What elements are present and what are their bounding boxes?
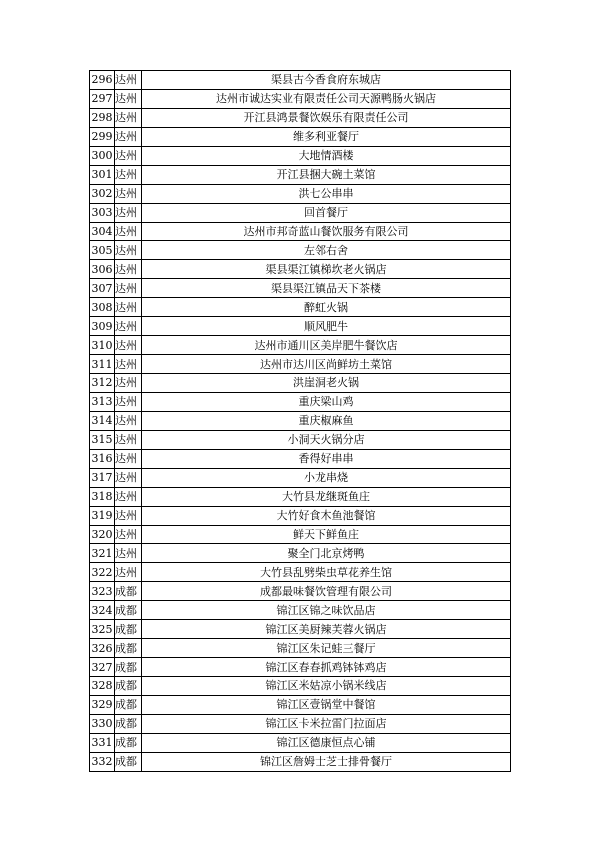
row-name: 大地情酒楼 [142, 146, 511, 165]
row-name: 重庆椒麻鱼 [142, 411, 511, 430]
row-number: 331 [90, 733, 115, 752]
table-row [90, 601, 511, 620]
row-city: 达州 [115, 506, 142, 525]
table-row [90, 411, 511, 430]
table-row [90, 468, 511, 487]
table-row [90, 336, 511, 355]
row-number: 322 [90, 563, 115, 582]
row-number: 330 [90, 714, 115, 733]
table-row [90, 165, 511, 184]
row-number: 326 [90, 639, 115, 658]
row-name: 左邻右舍 [142, 241, 511, 260]
row-number: 311 [90, 355, 115, 374]
row-name: 达州市邦奇蓝山餐饮服务有限公司 [142, 222, 511, 241]
table-row [90, 203, 511, 222]
row-name: 洪七公串串 [142, 184, 511, 203]
row-city: 达州 [115, 468, 142, 487]
table-row [90, 127, 511, 146]
row-city: 达州 [115, 279, 142, 298]
row-name: 洪崖洞老火锅 [142, 374, 511, 393]
row-number: 317 [90, 468, 115, 487]
row-number: 324 [90, 601, 115, 620]
table-row [90, 639, 511, 658]
table-row [90, 279, 511, 298]
row-name: 聚全门北京烤鸭 [142, 544, 511, 563]
row-city: 成都 [115, 658, 142, 677]
row-name: 锦江区美厨辣芙蓉火锅店 [142, 620, 511, 639]
row-name: 顺风肥牛 [142, 317, 511, 336]
row-name: 开江县鸿景餐饮娱乐有限责任公司 [142, 108, 511, 127]
row-name: 锦江区卡米拉雷门拉面店 [142, 714, 511, 733]
row-name: 渠县渠江镇梯坎老火锅店 [142, 260, 511, 279]
row-name: 醉虹火锅 [142, 298, 511, 317]
table-row [90, 544, 511, 563]
row-number: 323 [90, 582, 115, 601]
row-number: 305 [90, 241, 115, 260]
row-city: 达州 [115, 146, 142, 165]
row-number: 310 [90, 336, 115, 355]
row-name: 达州市达川区尚鲜坊土菜馆 [142, 355, 511, 374]
row-number: 298 [90, 108, 115, 127]
table-row [90, 620, 511, 639]
row-name: 渠县渠江镇品天下茶楼 [142, 279, 511, 298]
row-name: 小龙串烧 [142, 468, 511, 487]
table-body [90, 71, 511, 772]
row-city: 达州 [115, 317, 142, 336]
table-row [90, 449, 511, 468]
table-row [90, 184, 511, 203]
row-name: 锦江区德康恒点心铺 [142, 733, 511, 752]
table-row [90, 108, 511, 127]
row-number: 296 [90, 71, 115, 90]
table-row [90, 392, 511, 411]
row-city: 成都 [115, 620, 142, 639]
table-row [90, 582, 511, 601]
row-city: 达州 [115, 563, 142, 582]
row-number: 309 [90, 317, 115, 336]
table-row [90, 298, 511, 317]
row-city: 达州 [115, 392, 142, 411]
table-row [90, 71, 511, 90]
row-city: 达州 [115, 165, 142, 184]
row-city: 达州 [115, 241, 142, 260]
row-city: 成都 [115, 582, 142, 601]
row-name: 小洞天火锅分店 [142, 430, 511, 449]
row-name: 达州市通川区美岸肥牛餐饮店 [142, 336, 511, 355]
row-number: 312 [90, 374, 115, 393]
row-number: 320 [90, 525, 115, 544]
row-city: 成都 [115, 733, 142, 752]
table-row [90, 260, 511, 279]
row-city: 达州 [115, 544, 142, 563]
row-name: 重庆梁山鸡 [142, 392, 511, 411]
table-row [90, 146, 511, 165]
row-number: 318 [90, 487, 115, 506]
table-row [90, 487, 511, 506]
table-row [90, 317, 511, 336]
row-name: 维多利亚餐厅 [142, 127, 511, 146]
row-number: 297 [90, 89, 115, 108]
table-row [90, 714, 511, 733]
row-name: 锦江区春春抓鸡钵钵鸡店 [142, 658, 511, 677]
row-city: 成都 [115, 601, 142, 620]
row-name: 渠县古今香食府东城店 [142, 71, 511, 90]
table-row [90, 222, 511, 241]
row-city: 达州 [115, 71, 142, 90]
row-number: 300 [90, 146, 115, 165]
row-number: 319 [90, 506, 115, 525]
row-city: 达州 [115, 374, 142, 393]
row-number: 329 [90, 695, 115, 714]
row-number: 316 [90, 449, 115, 468]
row-name: 香得好串串 [142, 449, 511, 468]
row-name: 锦江区詹姆士芝士排骨餐厅 [142, 752, 511, 771]
row-name: 大竹好食木鱼池餐馆 [142, 506, 511, 525]
row-number: 328 [90, 677, 115, 696]
row-number: 313 [90, 392, 115, 411]
row-name: 锦江区壹锅堂中餐馆 [142, 695, 511, 714]
row-number: 304 [90, 222, 115, 241]
table-row [90, 241, 511, 260]
row-number: 308 [90, 298, 115, 317]
row-city: 达州 [115, 449, 142, 468]
row-number: 314 [90, 411, 115, 430]
row-name: 回首餐厅 [142, 203, 511, 222]
row-city: 达州 [115, 411, 142, 430]
table-row [90, 733, 511, 752]
table-row [90, 752, 511, 771]
row-number: 306 [90, 260, 115, 279]
row-number: 302 [90, 184, 115, 203]
row-number: 301 [90, 165, 115, 184]
table-row [90, 525, 511, 544]
table-row [90, 506, 511, 525]
row-name: 锦江区朱记蛙三餐厅 [142, 639, 511, 658]
row-number: 325 [90, 620, 115, 639]
row-number: 332 [90, 752, 115, 771]
row-city: 成都 [115, 714, 142, 733]
row-city: 达州 [115, 203, 142, 222]
row-city: 成都 [115, 677, 142, 696]
row-name: 锦江区锦之味饮品店 [142, 601, 511, 620]
row-name: 大竹县龙继斑鱼庄 [142, 487, 511, 506]
row-city: 达州 [115, 260, 142, 279]
row-number: 303 [90, 203, 115, 222]
row-name: 锦江区米姑凉小锅米线店 [142, 677, 511, 696]
row-number: 315 [90, 430, 115, 449]
row-city: 成都 [115, 695, 142, 714]
table-row [90, 695, 511, 714]
row-city: 达州 [115, 184, 142, 203]
row-city: 达州 [115, 298, 142, 317]
table-row [90, 563, 511, 582]
row-city: 达州 [115, 336, 142, 355]
row-number: 307 [90, 279, 115, 298]
row-city: 达州 [115, 430, 142, 449]
row-number: 327 [90, 658, 115, 677]
table-row [90, 89, 511, 108]
row-city: 达州 [115, 222, 142, 241]
row-city: 成都 [115, 639, 142, 658]
restaurant-table [89, 70, 511, 772]
row-city: 达州 [115, 108, 142, 127]
row-city: 达州 [115, 525, 142, 544]
table-row [90, 677, 511, 696]
row-name: 鲜天下鲜鱼庄 [142, 525, 511, 544]
row-name: 成都最味餐饮管理有限公司 [142, 582, 511, 601]
row-number: 321 [90, 544, 115, 563]
row-city: 达州 [115, 487, 142, 506]
row-number: 299 [90, 127, 115, 146]
row-name: 达州市诚达实业有限责任公司天源鸭肠火锅店 [142, 89, 511, 108]
row-city: 成都 [115, 752, 142, 771]
row-city: 达州 [115, 127, 142, 146]
row-city: 达州 [115, 89, 142, 108]
table-row [90, 430, 511, 449]
row-city: 达州 [115, 355, 142, 374]
row-name: 大竹县乱劈柴虫草花养生馆 [142, 563, 511, 582]
table-row [90, 374, 511, 393]
row-name: 开江县捆大碗土菜馆 [142, 165, 511, 184]
table-row [90, 658, 511, 677]
table-row [90, 355, 511, 374]
